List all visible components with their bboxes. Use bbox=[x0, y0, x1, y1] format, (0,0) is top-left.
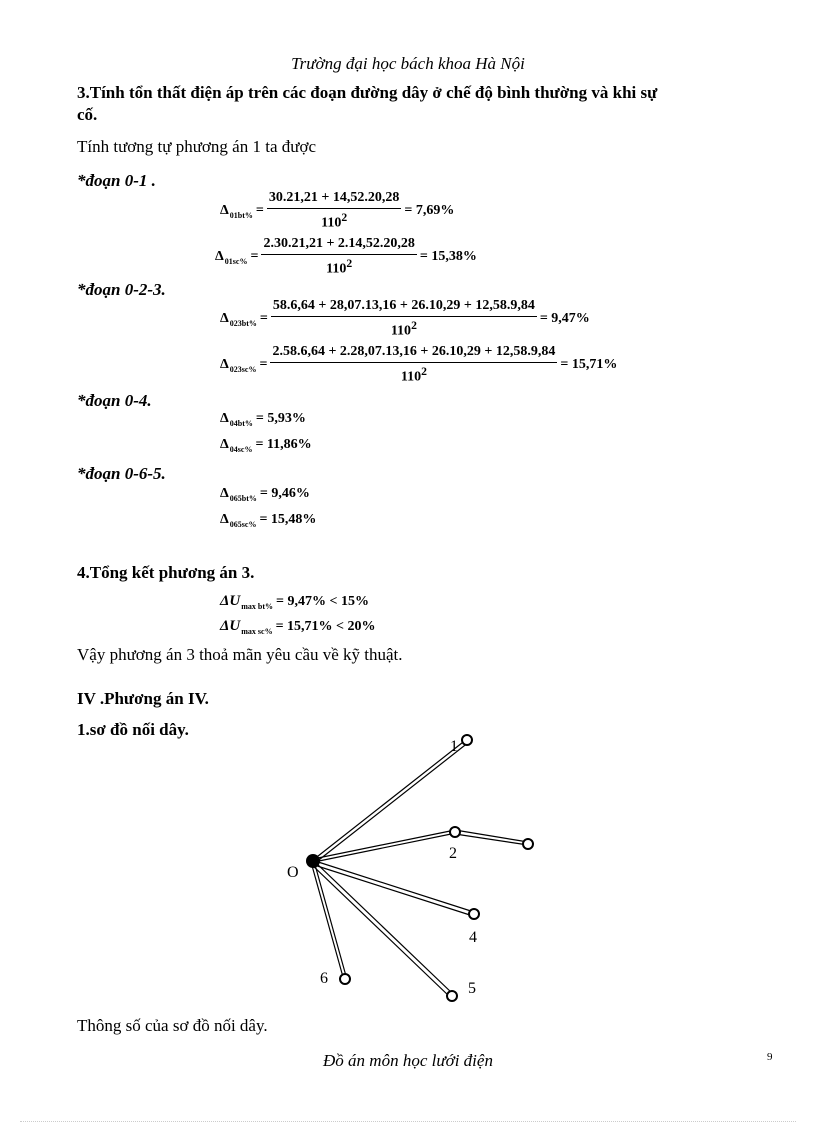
equation-023sc: Δ 023sc% = $\frac{2.58.6,64 + 2.28,07.13,16 + 26.10,29 + 12,58.9,84}{110^2}$ = 15,71% bbox=[220, 344, 618, 385]
equation-065bt: Δ 065bt% = 9,46% bbox=[220, 486, 310, 503]
summary-bt: ΔU max bt% = 9,47% < 15% bbox=[220, 593, 369, 611]
equation-04sc: Δ 04sc% = 11,86% bbox=[220, 437, 312, 454]
node-1 bbox=[462, 735, 472, 745]
page-number: 9 bbox=[767, 1051, 773, 1063]
summary-sc: ΔU max sc% = 15,71% < 20% bbox=[220, 618, 376, 636]
segment-0-6-5-label: *đoạn 0-6-5. bbox=[77, 464, 166, 483]
line-o-6 bbox=[311, 861, 346, 977]
section-3-title-line2: cố. bbox=[77, 105, 98, 124]
node-o bbox=[306, 854, 320, 868]
line-o-1 bbox=[313, 739, 469, 863]
label-4: 4 bbox=[469, 929, 477, 946]
equation-04bt: Δ 04bt% = 5,93% bbox=[220, 411, 306, 428]
label-1: 1 bbox=[450, 738, 458, 755]
segment-0-2-3-label: *đoạn 0-2-3. bbox=[77, 280, 166, 299]
equation-023bt: Δ 023bt% = $\frac{58.6,64 + 28,07.13,16 + 26.10,29 + 12,58.9,84}{110^2}$ = 9,47% bbox=[220, 298, 590, 339]
intro-text: Tính tương tự phương án 1 ta được bbox=[77, 137, 316, 156]
page-bottom-rule bbox=[20, 1121, 796, 1122]
label-o: O bbox=[287, 864, 299, 881]
delta-symbol: Δ bbox=[220, 202, 229, 218]
page-footer: Đồ án môn học lưới điện bbox=[323, 1051, 493, 1070]
node-5 bbox=[447, 991, 457, 1001]
conclusion-text: Vậy phương án 3 thoả mãn yêu cầu về kỹ thuật. bbox=[77, 645, 403, 664]
label-6: 6 bbox=[320, 970, 328, 987]
section-iv-1-title: 1.sơ đồ nối dây. bbox=[77, 720, 189, 739]
equation-01sc: Δ 01sc% = $\frac{2.30.21,21 + 2.14,52.20,28}{110^2}$ = 15,38% bbox=[215, 236, 477, 277]
params-text: Thông số của sơ đồ nối dây. bbox=[77, 1016, 268, 1035]
section-4-title: 4.Tổng kết phương án 3. bbox=[77, 563, 255, 582]
equation-01bt: Δ 01bt% = $\frac{30.21,21 + 14,52.20,28}{110^2}$ = 7,69% bbox=[220, 190, 455, 231]
segment-0-4-label: *đoạn 0-4. bbox=[77, 391, 152, 410]
line-2-3 bbox=[455, 830, 528, 845]
page-header: Trường đại học bách khoa Hà Nội bbox=[291, 54, 525, 73]
node-6 bbox=[340, 974, 350, 984]
node-3 bbox=[523, 839, 533, 849]
node-2 bbox=[450, 827, 460, 837]
section-3-title-line1: 3.Tính tổn thất điện áp trên các đoạn đường dây ở chế độ bình thường và khi sự bbox=[77, 83, 658, 102]
node-4 bbox=[469, 909, 479, 919]
equation-065sc: Δ 065sc% = 15,48% bbox=[220, 512, 317, 529]
line-o-2 bbox=[313, 830, 456, 862]
label-2: 2 bbox=[449, 845, 457, 862]
segment-0-1-label: *đoạn 0-1 . bbox=[77, 171, 156, 190]
section-iv-title: IV .Phương án IV. bbox=[77, 689, 209, 708]
label-5: 5 bbox=[468, 980, 476, 997]
